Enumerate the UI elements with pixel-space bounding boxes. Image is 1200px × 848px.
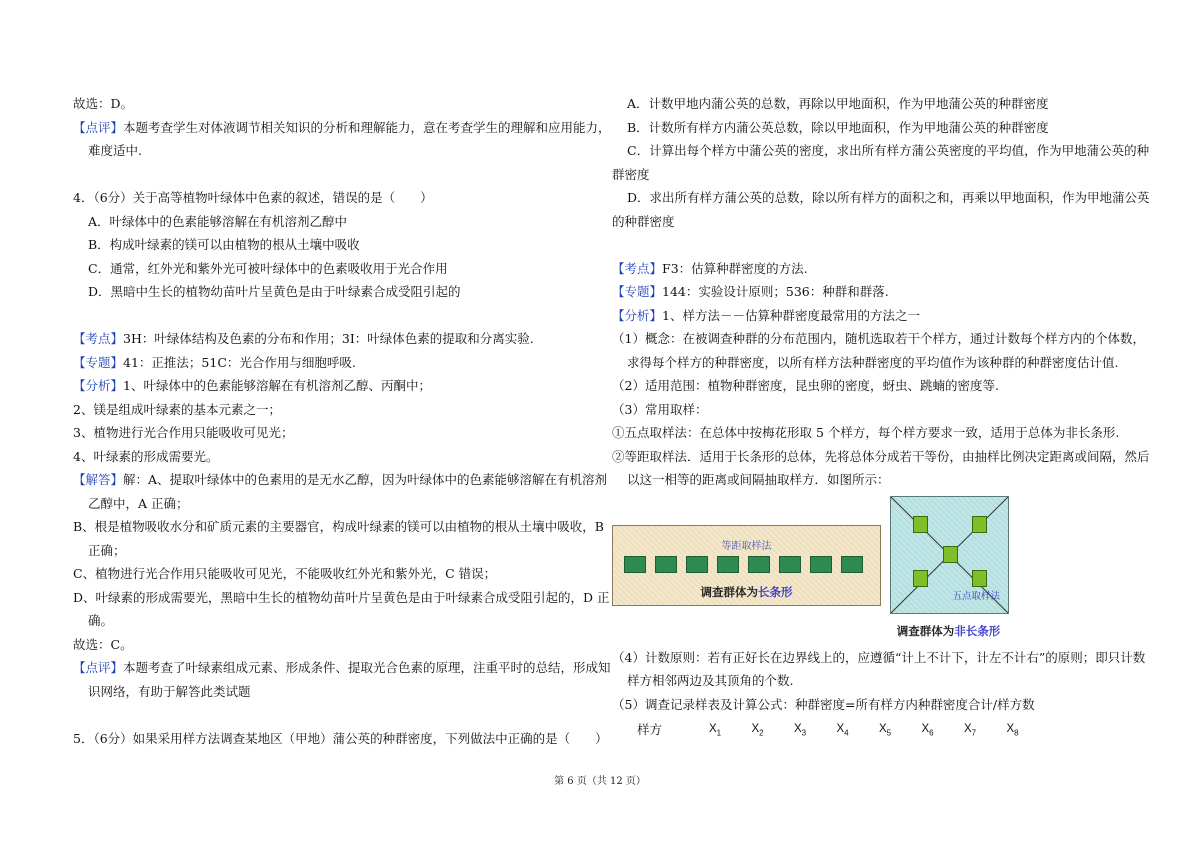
caption-prefix: 调查群体为 [700,584,758,599]
caption-prefix: 调查群体为 [896,623,955,638]
q4-option-d: D．黑暗中生长的植物幼苗叶片呈黄色是由于叶绿素合成受阻引起的 [88,284,461,299]
comment2-tag: 【点评】 [73,660,124,675]
caption-highlight: 非长条形 [954,623,1001,638]
sample-table-header [612,718,1130,745]
jieda-tag: 【解答】 [73,472,124,487]
jieda-b2: 正确； [88,542,126,558]
scope-line: （2）适用范围：植物种群密度，昆虫卵的密度，蚜虫、跳蝻的密度等. [612,378,999,393]
fenxi-3: 3、植物进行光合作用只能吸收可见光； [73,425,294,440]
q5-option-c: C．计算出每个样方中蒲公英的密度，求出所有样方蒲公英密度的平均值，作为甲地蒲公英的种 [627,143,1150,158]
zhuanti-tag-r: 【专题】 [612,284,663,299]
jieda-b1: B、根是植物吸收水分和矿质元素的主要器官，构成叶绿素的镁可以由植物的根从土壤中吸收，B [73,519,604,534]
fenxi-2: 2、镁是组成叶绿素的基本元素之一； [73,401,281,417]
jieda-d1: D、叶绿素的形成需要光，黑暗中生长的植物幼苗叶片呈黄色是由于叶绿素合成受阻引起的，D 正 [73,589,610,605]
sample-square [972,516,987,533]
q5-option-b: B．计数所有样方内蒲公英总数，除以甲地面积，作为甲地蒲公英的种群密度 [627,119,1049,135]
jieda-a1: 解：A、提取叶绿体中的色素用的是无水乙醇，因为叶绿体中的色素能够溶解在有机溶剂 [123,472,608,487]
comment2-cont: 识网络，有助于解答此类试题 [88,683,251,699]
jieda-c: C、植物进行光合作用只能吸收可见光，不能吸收红外光和紫外光，C 错误； [73,566,497,581]
q5-option-d: D．求出所有样方蒲公英的总数，除以所有样方的面积之和，再乘以甲地面积，作为甲地蒲公英 [627,190,1150,205]
sample-square [624,556,646,573]
zhuanti-line-r [612,280,1130,304]
jieda-d2: 确。 [88,613,114,628]
fenxi-line [73,374,595,398]
kaodian-text-r: F3：估算种群密度的方法. [662,260,808,276]
zhuanti-text: 41：正推法；51C：光合作用与细胞呼吸. [123,354,356,370]
answer-c: 故选：C。 [73,636,133,652]
five-point-title: 五点取样法 [952,591,1000,602]
table-col: $X_1$ [709,723,722,738]
sample-square [810,556,832,573]
sample-square [779,556,801,573]
table-col: $X_5$ [879,723,892,738]
comment-line-cont: 难度适中. [88,143,142,158]
count-rule-cont: 样方相邻两边及其顶角的个数. [627,673,794,688]
sampling-figure [612,496,1130,644]
table-col: $X_6$ [921,723,934,738]
comment-tag: 【点评】 [73,119,124,135]
kaodian-line [73,327,595,351]
equal-distance-diagram [612,525,881,606]
q4-option-c: C．通常，红外光和紫外光可被叶绿体中的色素吸收用于光合作用 [88,260,448,276]
count-rule-line: （4）计数原则：若有正好长在边界线上的，应遵循“计上不计下，计左不计右”的原则；即只计数 [612,649,1146,665]
sample-square [841,556,863,573]
sample-square [748,556,770,573]
table-col: $X_8$ [1006,723,1019,738]
table-col: $X_4$ [836,723,849,738]
kaodian-line-r [612,257,1130,281]
comment2-text: 本题考查了叶绿素组成元素、形成条件、提取光合色素的原理，注重平时的总结，形成知 [123,660,611,675]
sample-square [913,516,928,533]
sample-square [717,556,739,573]
fenxi-4: 4、叶绿素的形成需要光。 [73,448,219,464]
non-long-strip-caption [890,620,1007,644]
sample-square [943,546,958,563]
zhuanti-text-r: 144：实验设计原则；536：种群和群落. [662,284,889,299]
table-col: $X_7$ [964,723,977,738]
fenxi-tag: 【分析】 [73,378,124,393]
comment2-line [73,656,611,680]
table-header-label: 样方 [637,722,663,737]
concept-line-cont: 求得每个样方的种群密度，以所有样方法种群密度的平均值作为该种群的种群密度估计值. [627,354,1119,370]
q5-option-c-cont: 群密度 [612,166,650,182]
sample-square [686,556,708,573]
zhuanti-line [73,351,595,375]
sample-square [655,556,677,573]
zhuanti-tag: 【专题】 [73,354,124,370]
page-footer: 第 6 页（共 12 页） [554,776,646,787]
right-column [612,92,1150,745]
kaodian-tag: 【考点】 [73,331,124,346]
table-col: $X_3$ [794,723,807,738]
q4-option-b: B．构成叶绿素的镁可以由植物的根从土壤中吸收 [88,237,360,252]
kaodian-tag-r: 【考点】 [612,260,663,276]
fenxi-text-r: 1、样方法－－估算种群密度最常用的方法之一 [662,307,920,323]
q5-option-a: A．计数甲地内蒲公英的总数，再除以甲地面积，作为甲地蒲公英的种群密度 [627,96,1049,111]
question-5: 5．（6分）如果采用样方法调查某地区（甲地）蒲公英的种群密度，下列做法中正确的是（ ） [73,730,608,746]
comment-text: 本题考查学生对体液调节相关知识的分析和理解能力，意在考查学生的理解和应用能力， [123,119,611,135]
equal-distance-samples [623,556,873,572]
question-4: 4．（6分）关于高等植物叶绿体中色素的叙述，错误的是（ ） [73,190,433,205]
comment-line [73,116,611,140]
fenxi-text: 1、叶绿体中的色素能够溶解在有机溶剂乙醇、丙酮中； [123,378,431,393]
table-col: $X_2$ [751,723,764,738]
formula-line: （5）调查记录样表及计算公式：种群密度=所有样方内种群密度合计/样方数 [612,696,1035,712]
concept-line: （1）概念：在被调查种群的分布范围内，随机选取若干个样方，通过计数每个样方内的个体数， [612,331,1145,346]
kaodian-text: 3H：叶绿体结构及色素的分布和作用；3I：叶绿体色素的提取和分离实验. [123,331,534,346]
jieda-a2: 乙醇中，A 正确； [88,495,189,511]
sampling-line: （3）常用取样： [612,401,708,417]
equal-distance-line: ②等距取样法．适用于长条形的总体，先将总体分成若干等份，由抽样比例决定距离或间隔，然后 [612,448,1150,464]
equal-distance-title: 等距取样法 [721,540,772,552]
five-point-line: ①五点取样法：在总体中按梅花形取 5 个样方，每个样方要求一致，适用于总体为非长条形. [612,425,1120,440]
q5-option-d-cont: 的种群密度 [612,213,675,229]
equal-distance-cont: 以这一相等的距离或间隔抽取样方．如图所示： [627,472,890,487]
left-column [73,92,611,750]
five-point-diagram [890,496,1009,614]
caption-highlight: 长条形 [758,584,793,599]
q4-option-a: A．叶绿体中的色素能够溶解在有机溶剂乙醇中 [88,213,348,229]
sample-square [972,570,987,587]
fenxi-line-r [612,304,1130,328]
answer-line: 故选：D。 [73,96,134,111]
jieda-line [73,468,608,492]
sample-square [913,570,928,587]
fenxi-tag-r: 【分析】 [612,307,663,323]
long-strip-caption [613,581,880,605]
